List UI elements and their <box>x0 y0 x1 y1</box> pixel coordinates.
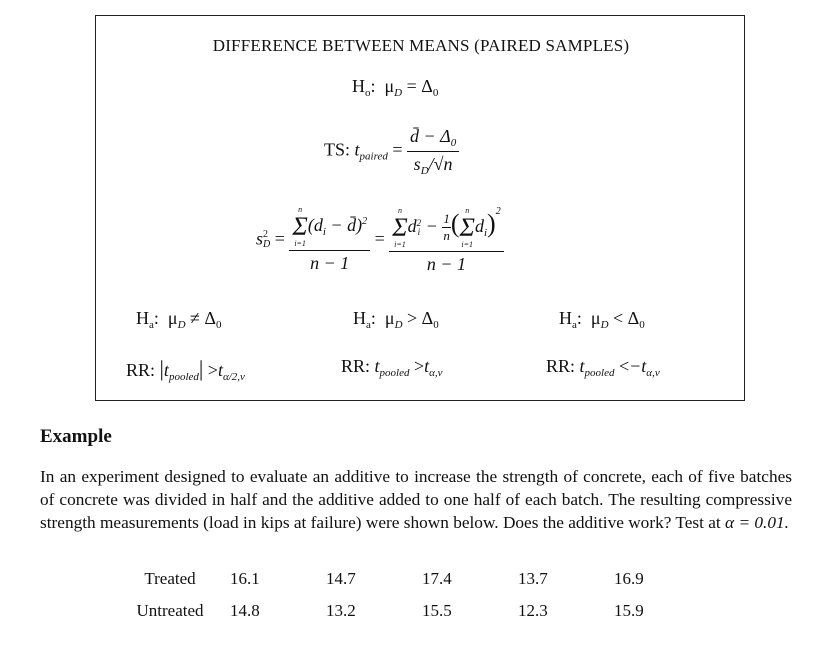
table-cell: 15.5 <box>422 601 452 620</box>
row-label: Treated <box>144 569 196 588</box>
table-row <box>110 595 710 627</box>
example-paragraph: In an experiment designed to evaluate an additive to increase the strength of concrete, each of five batches of concrete was divided in half and the additive added to one half of each batch. The resulting compressive strength measurements (load in kips at failure) were shown below. Does the additive work? Test at α = 0.01. <box>40 467 792 532</box>
table-cell: 17.4 <box>422 569 452 588</box>
test-statistic <box>324 126 459 177</box>
table-row <box>110 563 710 595</box>
rejection-region-greater: RR: $t_{pooled} >t_{\alpha,\nu}$ <box>341 356 443 379</box>
table-cell: 14.7 <box>326 569 356 588</box>
equals: = <box>374 228 385 249</box>
variance-formula: s 2 D = n Σ i=1 ($d_i$ − d̄)$^2$ n − 1 = n Σ i=1 d 2 i − $\frac{1}{n}$ ( n Σ i=1 $d_i)^2$ n − 1 <box>256 206 504 275</box>
table-cell: 15.9 <box>614 601 644 620</box>
t-sub: paired <box>359 150 388 163</box>
mu-sub: D <box>394 87 403 99</box>
alpha-expression: α = 0.01. <box>725 513 789 532</box>
s-symbol: s <box>256 228 264 249</box>
relation: = <box>406 76 417 96</box>
example-heading: Example <box>40 426 112 447</box>
variance-fraction-2: n Σ i=1 d 2 i − $\frac{1}{n}$ ( n Σ i=1 $d_i)^2$ n − 1 <box>389 206 503 275</box>
delta-symbol: Δ <box>421 76 433 96</box>
alt-hypothesis-greater: $H_a$: $\mu_D > \Delta_0$ <box>353 308 439 331</box>
strength-data-table <box>110 563 710 627</box>
variance-fraction-1: n Σ i=1 ($d_i$ − d̄)$^2$ n − 1 <box>289 206 370 274</box>
alt-hypothesis-less: $H_a$: $\mu_D < \Delta_0$ <box>559 308 645 331</box>
ts-label: TS: <box>324 139 351 160</box>
delta-sub: 0 <box>432 87 439 99</box>
formula-title: DIFFERENCE BETWEEN MEANS (PAIRED SAMPLES) <box>212 36 630 55</box>
ts-numerator: d̄ − $\Delta_0$ <box>407 126 459 152</box>
sum-symbol: n Σ i=1 <box>292 205 308 249</box>
table-cell: 14.8 <box>230 601 260 620</box>
row-label: Untreated <box>136 601 204 620</box>
rejection-region-less: RR: $t_{pooled} <-t_{\alpha,\nu}$ <box>546 356 660 379</box>
equals: = <box>274 228 285 249</box>
table-cell: 12.3 <box>518 601 548 620</box>
formula-box <box>95 15 745 401</box>
alt-hypothesis-two-sided: $H_a$: $\mu_D \ne \Delta_0$ <box>136 308 222 331</box>
ts-denominator: $s_D/√n$ <box>413 154 453 177</box>
ts-fraction <box>407 126 459 177</box>
table-cell: 16.1 <box>230 569 260 588</box>
equals: = <box>392 139 403 160</box>
t-symbol: t <box>354 139 360 160</box>
rejection-region-two-sided: RR: $|t_{pooled}| >t_{\alpha/2,\nu}$ <box>126 356 245 383</box>
mu-symbol: μ <box>384 76 395 96</box>
table-cell: 13.2 <box>326 601 356 620</box>
h-sub: o <box>365 87 371 99</box>
table-cell: 16.9 <box>614 569 644 588</box>
sum-symbol: n Σ i=1 <box>392 205 408 249</box>
h-symbol: H <box>352 76 365 96</box>
null-hypothesis <box>352 76 438 99</box>
colon: : <box>370 76 376 96</box>
table-cell: 13.7 <box>518 569 548 588</box>
